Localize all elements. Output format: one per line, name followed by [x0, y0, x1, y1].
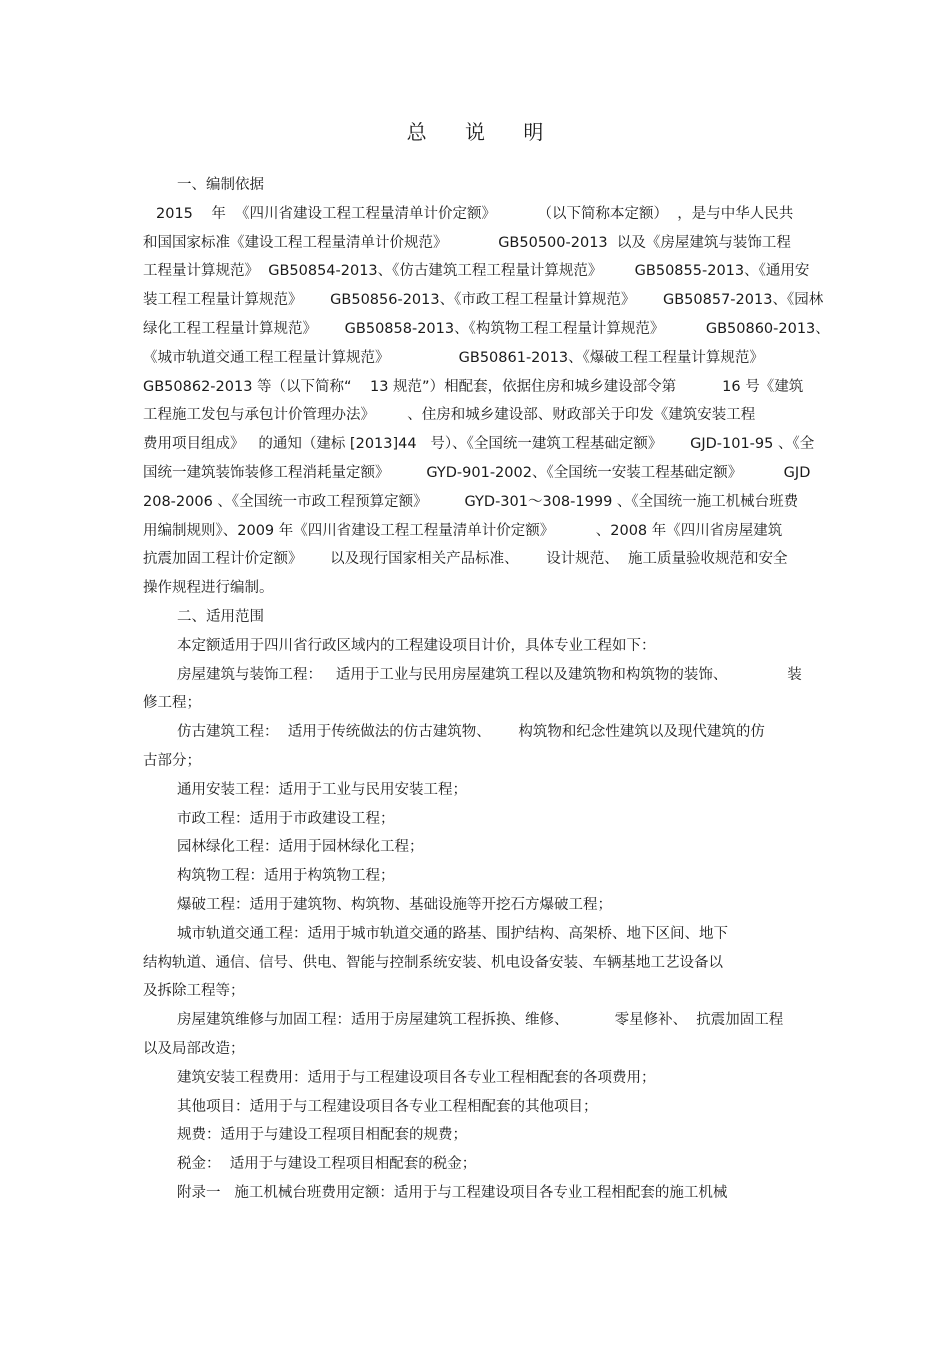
- body-line: 用编制规则》、2009 年《四川省建设工程工程量清单计价定额》 、2008 年《四川省房屋建筑: [143, 523, 783, 539]
- body-line: 税金： 适用于与建设工程项目相配套的税金；: [177, 1156, 477, 1172]
- body-line: 及拆除工程等；: [143, 983, 245, 999]
- body-line: 房屋建筑维修与加固工程：适用于房屋建筑工程拆换、维修、 零星修补、 抗震加固工程: [177, 1012, 784, 1028]
- body-line: 绿化工程工程量计算规范》 GB50858-2013、《构筑物工程工程量计算规范》 GB50860-2013、: [143, 321, 830, 337]
- body-line: 工程量计算规范》 GB50854-2013、《仿古建筑工程工程量计算规范》 GB50855-2013、《通用安: [143, 263, 810, 279]
- body-line: 房屋建筑与装饰工程： 适用于工业与民用房屋建筑工程以及建筑物和构筑物的装饰、 装: [177, 667, 802, 683]
- body-line: 结构轨道、通信、信号、供电、智能与控制系统安装、机电设备安装、车辆基地工艺设备以: [143, 955, 723, 971]
- body-line: 工程施工发包与承包计价管理办法》 、住房和城乡建设部、财政部关于印发《建筑安装工程: [143, 407, 756, 423]
- body-line: 规费：适用于与建设工程项目相配套的规费；: [177, 1127, 467, 1143]
- body-line: GB50862-2013 等（以下简称“ 13 规范”）相配套，依据住房和城乡建设部令第 16 号《建筑: [143, 379, 804, 395]
- body-line: 附录一 施工机械台班费用定额：适用于与工程建设项目各专业工程相配套的施工机械: [177, 1185, 728, 1201]
- body-line: 其他项目：适用于与工程建设项目各专业工程相配套的其他项目；: [177, 1099, 598, 1115]
- body-line: 国统一建筑装饰装修工程消耗量定额》 GYD-901-2002、《全国统一安装工程基础定额》 GJD: [143, 465, 811, 481]
- body-line: 以及局部改造；: [143, 1041, 245, 1057]
- body-line: 构筑物工程：适用于构筑物工程；: [177, 868, 395, 884]
- body-line: 通用安装工程：适用于工业与民用安装工程；: [177, 782, 467, 798]
- body-line: 爆破工程：适用于建筑物、构筑物、基础设施等开挖石方爆破工程；: [177, 897, 612, 913]
- body-line: 本定额适用于四川省行政区域内的工程建设项目计价，具体专业工程如下：: [177, 638, 656, 654]
- body-line: 古部分；: [143, 753, 201, 769]
- body-line: 园林绿化工程：适用于园林绿化工程；: [177, 839, 424, 855]
- body-line: 《城市轨道交通工程工程量计算规范》 GB50861-2013、《爆破工程工程量计算规范》: [143, 350, 764, 366]
- body-line: 208-2006 、《全国统一市政工程预算定额》 GYD-301～308-1999 、《全国统一施工机械台班费: [143, 494, 799, 510]
- body-line: 市政工程：适用于市政建设工程；: [177, 811, 395, 827]
- page-title: 总 说 明: [406, 120, 560, 144]
- body-line: 和国国家标准《建设工程工程量清单计价规范》 GB50500-2013 以及《房屋建筑与装饰工程: [143, 235, 791, 251]
- body-line: 操作规程进行编制。: [143, 580, 274, 596]
- body-line: 抗震加固工程计价定额》 以及现行国家相关产品标准、 设计规范、 施工质量验收规范和安全: [143, 551, 788, 567]
- body-line: 装工程工程量计算规范》 GB50856-2013、《市政工程工程量计算规范》 GB50857-2013、《园林: [143, 292, 824, 308]
- body-line: 2015 年 《四川省建设工程工程量清单计价定额》 （以下简称本定额） ，是与中华人民共: [156, 206, 794, 222]
- body-line: 修工程；: [143, 695, 201, 711]
- body-line: 城市轨道交通工程：适用于城市轨道交通的路基、围护结构、高架桥、地下区间、地下: [177, 926, 728, 942]
- body-line: 建筑安装工程费用：适用于与工程建设项目各专业工程相配套的各项费用；: [177, 1070, 656, 1086]
- section-heading: 二、适用范围: [177, 609, 264, 625]
- body-line: 仿古建筑工程： 适用于传统做法的仿古建筑物、 构筑物和纪念性建筑以及现代建筑的仿: [177, 724, 765, 740]
- section-heading: 一、编制依据: [177, 177, 264, 193]
- body-line: 费用项目组成》 的通知（建标 [2013]44 号）、《全国统一建筑工程基础定额》 GJD-101-95 、《全: [143, 436, 815, 452]
